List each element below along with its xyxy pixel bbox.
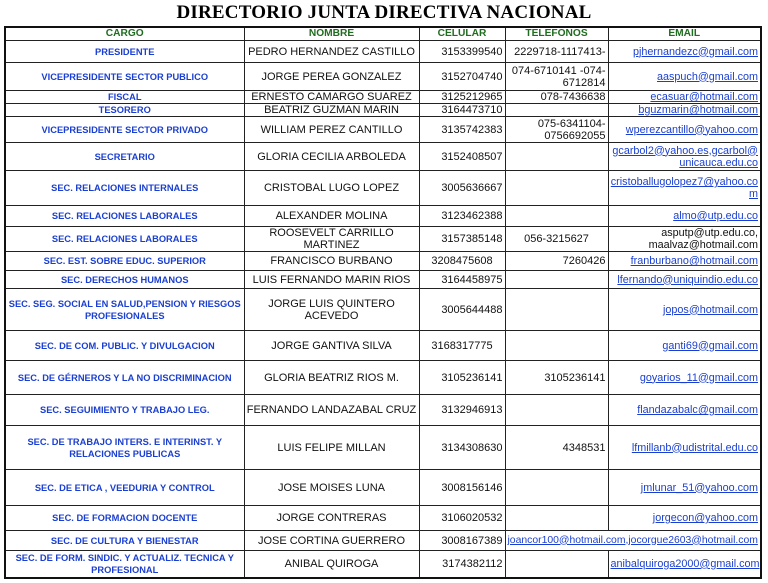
nombre-cell: FRANCISCO BURBANO	[244, 252, 419, 271]
email-cell	[608, 91, 761, 104]
telefonos-cell: 4348531	[505, 426, 608, 470]
table-row	[5, 361, 761, 395]
email-cell	[608, 252, 761, 271]
telefonos-cell: 7260426	[505, 252, 608, 271]
telefonos-cell: 3105236141	[505, 361, 608, 395]
cargo-cell: SEC. SEG. SOCIAL EN SALUD,PENSION Y RIESGOS PROFESIONALES	[5, 289, 244, 331]
email-cell	[608, 331, 761, 361]
email-link[interactable]: ganti69@gmail.com	[662, 339, 758, 352]
email-cell	[608, 271, 761, 289]
telefonos-cell: 074-6710141 -074-6712814	[505, 63, 608, 91]
cargo-cell: SECRETARIO	[5, 143, 244, 171]
cargo-cell: SEC. RELACIONES LABORALES	[5, 206, 244, 227]
nombre-cell: LUIS FELIPE MILLAN	[244, 426, 419, 470]
column-header-nombre: NOMBRE	[244, 27, 419, 41]
email-cell	[608, 117, 761, 143]
email-cell	[608, 551, 761, 578]
celular-cell: 3157385148	[419, 227, 505, 252]
telefonos-cell	[505, 551, 608, 578]
nombre-cell: BEATRIZ GUZMAN MARIN	[244, 104, 419, 117]
cargo-cell: SEC. DE FORM. SINDIC. Y ACTUALIZ. TECNICA Y PROFESIONAL	[5, 551, 244, 578]
cargo-cell: SEC. RELACIONES LABORALES	[5, 227, 244, 252]
table-row	[5, 506, 761, 531]
celular-cell: 3008156146	[419, 470, 505, 506]
table-row	[5, 252, 761, 271]
nombre-cell: JORGE PEREA GONZALEZ	[244, 63, 419, 91]
celular-cell: 3135742383	[419, 117, 505, 143]
table-row	[5, 206, 761, 227]
email-link[interactable]: goyarios_11@gmail.com	[639, 371, 758, 384]
cargo-cell: SEC. SEGUIMIENTO Y TRABAJO LEG.	[5, 395, 244, 426]
email-link[interactable]: lfernando@uniquindio.edu.co	[617, 273, 758, 286]
telefonos-cell: 056-3215627	[505, 227, 608, 252]
nombre-cell: PEDRO HERNANDEZ CASTILLO	[244, 41, 419, 63]
cargo-cell: VICEPRESIDENTE SECTOR PUBLICO	[5, 63, 244, 91]
telefonos-cell	[505, 143, 608, 171]
celular-cell: 3106020532	[419, 506, 505, 531]
celular-cell: 3168317775	[419, 331, 505, 361]
email-link[interactable]: wperezcantillo@yahoo.com	[625, 123, 758, 136]
cargo-cell: SEC. DE COM. PUBLIC. Y DIVULGACION	[5, 331, 244, 361]
email-cell	[608, 41, 761, 63]
celular-cell: 3164458975	[419, 271, 505, 289]
email-cell	[608, 104, 761, 117]
column-header-telefonos: TELEFONOS	[505, 27, 608, 41]
nombre-cell: ROOSEVELT CARRILLO MARTINEZ	[244, 227, 419, 252]
celular-cell: 3174382112	[419, 551, 505, 578]
email-cell	[608, 289, 761, 331]
nombre-cell: JOSE MOISES LUNA	[244, 470, 419, 506]
table-row	[5, 289, 761, 331]
celular-cell: 3164473710	[419, 104, 505, 117]
telefonos-cell	[505, 206, 608, 227]
email-link[interactable]: almo@utp.edu.co	[673, 210, 758, 222]
celular-cell: 3105236141	[419, 361, 505, 395]
email-link[interactable]: jopos@hotmail.com	[663, 303, 758, 316]
table-row	[5, 426, 761, 470]
cargo-cell: SEC. DE TRABAJO INTERS. E INTERINST. Y RELACIONES PUBLICAS	[5, 426, 244, 470]
email-link[interactable]: pjhernandezc@gmail.com	[633, 45, 758, 58]
telefonos-cell	[505, 395, 608, 426]
email-link[interactable]: bguzmarin@hotmail.com	[638, 104, 758, 116]
celular-cell: 3153399540	[419, 41, 505, 63]
celular-cell: 3132946913	[419, 395, 505, 426]
cargo-cell: SEC. DE ETICA , VEEDURIA Y CONTROL	[5, 470, 244, 506]
nombre-cell: FERNANDO LANDAZABAL CRUZ	[244, 395, 419, 426]
telefonos-cell	[505, 171, 608, 206]
cargo-cell: SEC. RELACIONES INTERNALES	[5, 171, 244, 206]
telefonos-cell: 2229718-1117413-	[505, 41, 608, 63]
email-link[interactable]: franburbano@hotmail.com	[630, 255, 758, 267]
telefonos-cell	[505, 331, 608, 361]
telefonos-cell: 075-6341104-0756692055	[505, 117, 608, 143]
email-link[interactable]: jmlunar_51@yahoo.com	[640, 481, 758, 494]
email-cell	[608, 143, 761, 171]
email-link[interactable]: flandazabalc@gmail.com	[637, 404, 758, 416]
merged-email-cell	[505, 531, 761, 551]
table-row	[5, 143, 761, 171]
table-row	[5, 117, 761, 143]
celular-cell: 3208475608	[419, 252, 505, 271]
nombre-cell: GLORIA CECILIA ARBOLEDA	[244, 143, 419, 171]
cargo-cell: SEC. DE GÉRNEROS Y LA NO DISCRIMINACION	[5, 361, 244, 395]
table-row	[5, 551, 761, 578]
table-row	[5, 63, 761, 91]
celular-cell: 3152408507	[419, 143, 505, 171]
nombre-cell: LUIS FERNANDO MARIN RIOS	[244, 271, 419, 289]
nombre-cell: JORGE LUIS QUINTERO ACEVEDO	[244, 289, 419, 331]
table-row	[5, 171, 761, 206]
telefonos-cell	[505, 470, 608, 506]
table-row	[5, 227, 761, 252]
cargo-cell: SEC. DE CULTURA Y BIENESTAR	[5, 531, 244, 551]
celular-cell: 3134308630	[419, 426, 505, 470]
table-row	[5, 91, 761, 104]
email-cell	[608, 171, 761, 206]
column-header-celular: CELULAR	[419, 27, 505, 41]
celular-cell: 3008167389	[419, 531, 505, 551]
email-cell[interactable]: asputp@utp.edu.co, maalvaz@hotmail.com	[608, 227, 761, 252]
email-link[interactable]: anibalquiroga2000@gmail.com	[610, 557, 760, 570]
celular-cell: 3005644488	[419, 289, 505, 331]
table-row	[5, 104, 761, 117]
column-header-cargo: CARGO	[5, 27, 244, 41]
email-cell	[608, 426, 761, 470]
nombre-cell: JORGE CONTRERAS	[244, 506, 419, 531]
celular-cell: 3152704740	[419, 63, 505, 91]
cargo-cell: TESORERO	[5, 104, 244, 117]
email-cell	[608, 506, 761, 531]
directory-table	[4, 26, 762, 579]
table-row	[5, 531, 761, 551]
nombre-cell: ANIBAL QUIROGA	[244, 551, 419, 578]
telefonos-cell	[505, 104, 608, 117]
celular-cell: 3125212965	[419, 91, 505, 104]
email-link[interactable]: jorgecon@yahoo.com	[652, 512, 758, 524]
telefonos-cell	[505, 271, 608, 289]
table-row	[5, 41, 761, 63]
email-cell	[608, 361, 761, 395]
email-link[interactable]: aaspuch@gmail.com	[657, 70, 758, 83]
email-cell	[608, 63, 761, 91]
email-link[interactable]: joancor100@hotmail.com,jocorgue2603@hotmail.com	[507, 534, 758, 546]
page-title: DIRECTORIO JUNTA DIRECTIVA NACIONAL	[176, 2, 592, 23]
table-row	[5, 470, 761, 506]
nombre-cell: JORGE GANTIVA SILVA	[244, 331, 419, 361]
cargo-cell: SEC. DE FORMACION DOCENTE	[5, 506, 244, 531]
cargo-cell: SEC. DERECHOS HUMANOS	[5, 271, 244, 289]
email-link[interactable]: cristoballugolopez7@yahoo.com	[610, 176, 758, 200]
table-row	[5, 271, 761, 289]
cargo-cell: VICEPRESIDENTE SECTOR PRIVADO	[5, 117, 244, 143]
telefonos-cell: 078-7436638	[505, 91, 608, 104]
nombre-cell: GLORIA BEATRIZ RIOS M.	[244, 361, 419, 395]
cargo-cell: PRESIDENTE	[5, 41, 244, 63]
table-row	[5, 395, 761, 426]
telefonos-cell	[505, 506, 608, 531]
nombre-cell: ALEXANDER MOLINA	[244, 206, 419, 227]
nombre-cell: JOSE CORTINA GUERRERO	[244, 531, 419, 551]
column-header-email: EMAIL	[608, 27, 761, 41]
celular-cell: 3005636667	[419, 171, 505, 206]
email-cell	[608, 395, 761, 426]
email-cell	[608, 470, 761, 506]
table-row	[5, 331, 761, 361]
nombre-cell: WILLIAM PEREZ CANTILLO	[244, 117, 419, 143]
email-link[interactable]: lfmillanb@udistrital.edu.co	[631, 441, 758, 454]
nombre-cell: ERNESTO CAMARGO SUAREZ	[244, 91, 419, 104]
celular-cell: 3123462388	[419, 206, 505, 227]
email-cell	[608, 206, 761, 227]
cargo-cell: SEC. EST. SOBRE EDUC. SUPERIOR	[5, 252, 244, 271]
email-link[interactable]: ecasuar@hotmail.com	[650, 91, 758, 103]
cargo-cell: FISCAL	[5, 91, 244, 104]
nombre-cell: CRISTOBAL LUGO LOPEZ	[244, 171, 419, 206]
telefonos-cell	[505, 289, 608, 331]
header-row	[5, 27, 761, 41]
email-link[interactable]: gcarbol2@yahoo.es,gcarbol@unicauca.edu.co	[612, 144, 758, 169]
